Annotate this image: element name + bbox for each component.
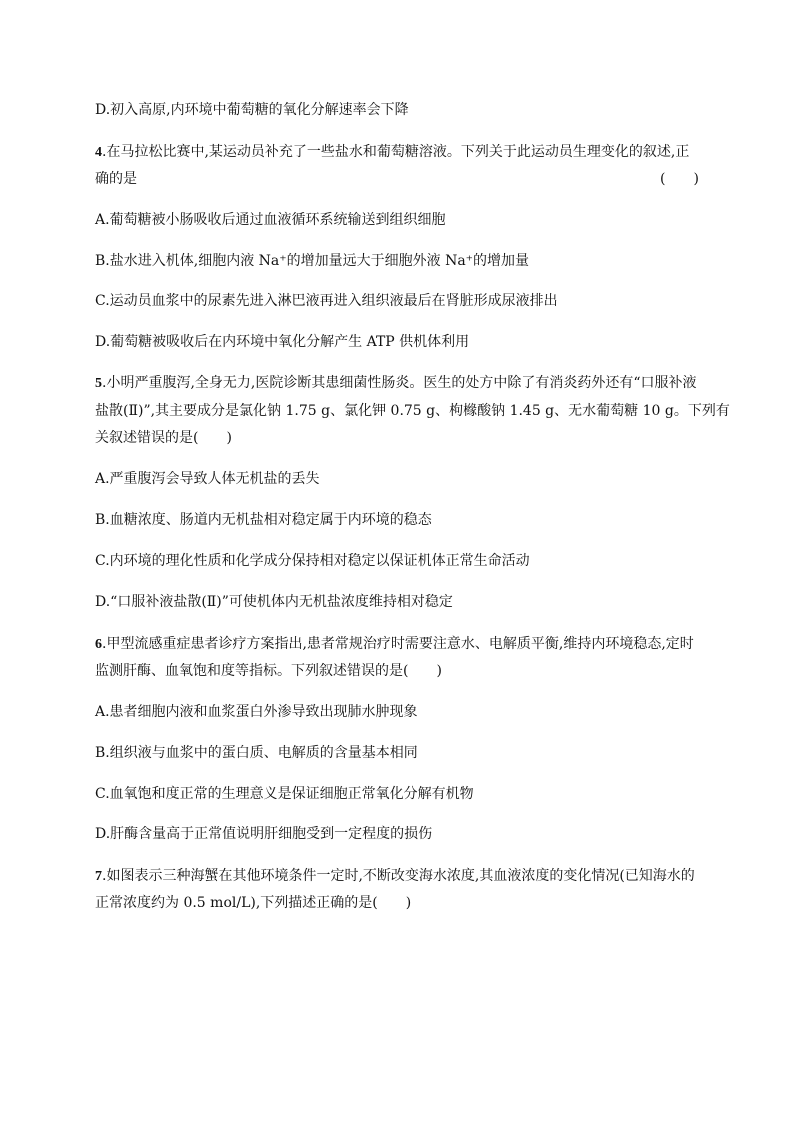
q4-stem-line-2: 确的是 (95, 171, 137, 187)
q5-number: 5 (95, 376, 102, 391)
q6-option-b: B.组织液与血浆中的蛋白质、电解质的含量基本相同 (95, 745, 418, 761)
q5-stem-line-3: 关叙述错误的是( ) (95, 430, 232, 446)
q4-stem-line-1 (95, 143, 689, 162)
q6-option-a: A.患者细胞内液和血浆蛋白外渗导致出现肺水肿现象 (95, 704, 418, 720)
q7-number: 7 (95, 869, 102, 884)
q6-number: 6 (95, 637, 102, 652)
q5-option-a: A.严重腹泻会导致人体无机盐的丢失 (95, 471, 320, 487)
q4-stem-text: .在马拉松比赛中,某运动员补充了一些盐水和葡萄糖溶液。下列关于此运动员生理变化的叙述,正 (102, 144, 690, 160)
q4-option-b: B.盐水进入机体,细胞内液 Na⁺的增加量远大于细胞外液 Na⁺的增加量 (95, 253, 530, 269)
q5-option-d: D.“口服补液盐散(Ⅱ)”可使机体内无机盐浓度维持相对稳定 (95, 594, 453, 610)
q5-option-c: C.内环境的理化性质和化学成分保持相对稳定以保证机体正常生命活动 (95, 553, 530, 569)
q6-stem-line-2: 监测肝酶、血氧饱和度等指标。下列叙述错误的是( ) (95, 663, 442, 679)
q4-option-d: D.葡萄糖被吸收后在内环境中氧化分解产生 ATP 供机体利用 (95, 334, 470, 350)
q6-option-d: D.肝酶含量高于正常值说明肝细胞受到一定程度的损伤 (95, 826, 433, 842)
q3-option-d: D.初入高原,内环境中葡萄糖的氧化分解速率会下降 (95, 102, 409, 118)
q5-stem-line-1 (95, 374, 697, 393)
q5-stem-text: .小明严重腹泻,全身无力,医院诊断其患细菌性肠炎。医生的处方中除了有消炎药外还有“口服补液 (102, 375, 697, 391)
q7-stem-line-1 (95, 867, 695, 886)
q5-stem-line-2: 盐散(Ⅱ)”,其主要成分是氯化钠 1.75 g、氯化钾 0.75 g、枸橼酸钠 1.45 g、无水葡萄糖 10 g。下列有 (95, 403, 730, 419)
q4-option-a: A.葡萄糖被小肠吸收后通过血液循环系统输送到组织细胞 (95, 212, 446, 228)
q6-stem-text: .甲型流感重症患者诊疗方案指出,患者常规治疗时需要注意水、电解质平衡,维持内环境稳态,定时 (102, 636, 694, 652)
q7-stem-text: .如图表示三种海蟹在其他环境条件一定时,不断改变海水浓度,其血液浓度的变化情况(已知海水的 (102, 868, 695, 884)
q6-stem-line-1 (95, 635, 694, 654)
q6-option-c: C.血氧饱和度正常的生理意义是保证细胞正常氧化分解有机物 (95, 786, 474, 802)
q4-number: 4 (95, 145, 102, 160)
q5-option-b: B.血糖浓度、肠道内无机盐相对稳定属于内环境的稳态 (95, 512, 432, 528)
q4-answer-blank: ( ) (660, 171, 699, 187)
q7-stem-line-2: 正常浓度约为 0.5 mol/L),下列描述正确的是( ) (95, 895, 412, 911)
q4-option-c: C.运动员血浆中的尿素先进入淋巴液再进入组织液最后在肾脏形成尿液排出 (95, 293, 558, 309)
